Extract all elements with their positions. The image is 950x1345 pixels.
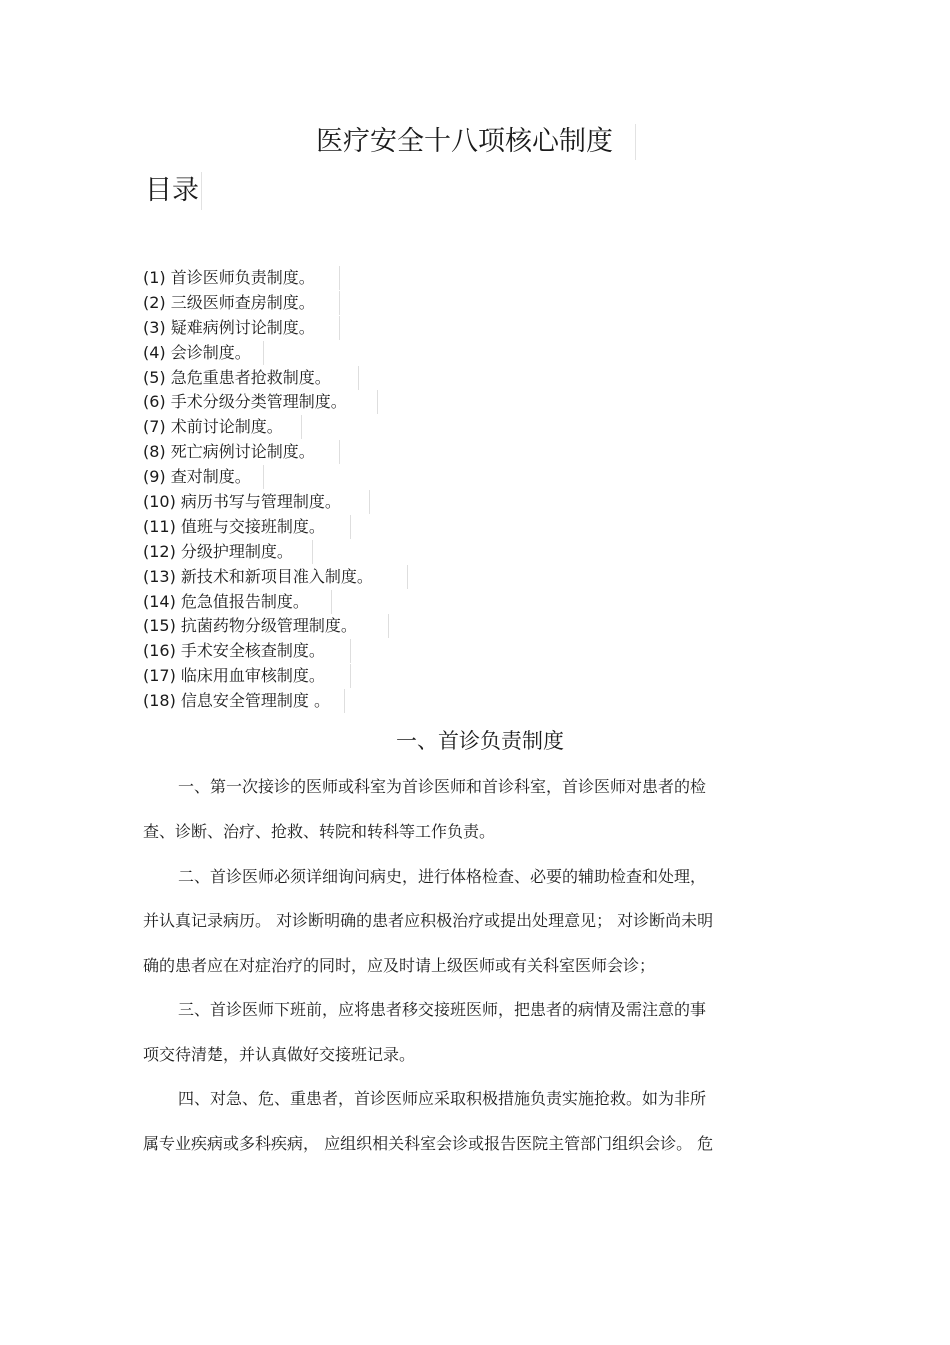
paragraph-line: 四、对急、危、重患者，首诊医师应采取积极措施负责实施抢救。如为非所 (178, 1089, 707, 1108)
toc-item: (12) 分级护理制度。 (143, 540, 408, 565)
toc-item: (3) 疑难病例讨论制度。 (143, 316, 408, 341)
paragraph-line: 并认真记录病历。 对诊断明确的患者应积极治疗或提出处理意见； 对诊断尚未明 (143, 911, 714, 930)
toc-item: (7) 术前讨论制度。 (143, 415, 408, 440)
paragraph-line: 查、诊断、治疗、抢救、转院和转科等工作负责。 (143, 822, 496, 841)
toc-item: (15) 抗菌药物分级管理制度。 (143, 614, 408, 639)
paragraph-line: 一、第一次接诊的医师或科室为首诊医师和首诊科室，首诊医师对患者的检 (178, 777, 707, 796)
toc-item: (9) 查对制度。 (143, 465, 408, 490)
toc-item: (6) 手术分级分类管理制度。 (143, 390, 408, 415)
paragraph-line: 确的患者应在对症治疗的同时，应及时请上级医师或有关科室医师会诊； (143, 956, 656, 975)
table-of-contents (143, 266, 408, 714)
paragraph-line: 属专业疾病或多科疾病， 应组织相关科室会诊或报告医院主管部门组织会诊。 危 (143, 1134, 714, 1153)
toc-item: (17) 临床用血审核制度。 (143, 664, 408, 689)
toc-item: (1) 首诊医师负责制度。 (143, 266, 408, 291)
toc-item: (8) 死亡病例讨论制度。 (143, 440, 408, 465)
section-heading: 一、首诊负责制度 (396, 729, 564, 753)
toc-item: (5) 急危重患者抢救制度。 (143, 366, 408, 391)
toc-item: (13) 新技术和新项目准入制度。 (143, 565, 408, 590)
toc-item: (11) 值班与交接班制度。 (143, 515, 408, 540)
toc-item: (10) 病历书写与管理制度。 (143, 490, 408, 515)
toc-heading: 目录 (145, 172, 202, 210)
document-title: 医疗安全十八项核心制度 (316, 124, 636, 160)
toc-item: (2) 三级医师查房制度。 (143, 291, 408, 316)
toc-item: (18) 信息安全管理制度 。 (143, 689, 408, 714)
toc-item: (16) 手术安全核查制度。 (143, 639, 408, 664)
toc-item: (14) 危急值报告制度。 (143, 590, 408, 615)
paragraph-line: 项交待清楚，并认真做好交接班记录。 (143, 1045, 416, 1064)
paragraph-line: 三、首诊医师下班前，应将患者移交接班医师，把患者的病情及需注意的事 (178, 1000, 707, 1019)
paragraph-line: 二、首诊医师必须详细询问病史，进行体格检查、必要的辅助检查和处理， (178, 867, 707, 886)
toc-item: (4) 会诊制度。 (143, 341, 408, 366)
